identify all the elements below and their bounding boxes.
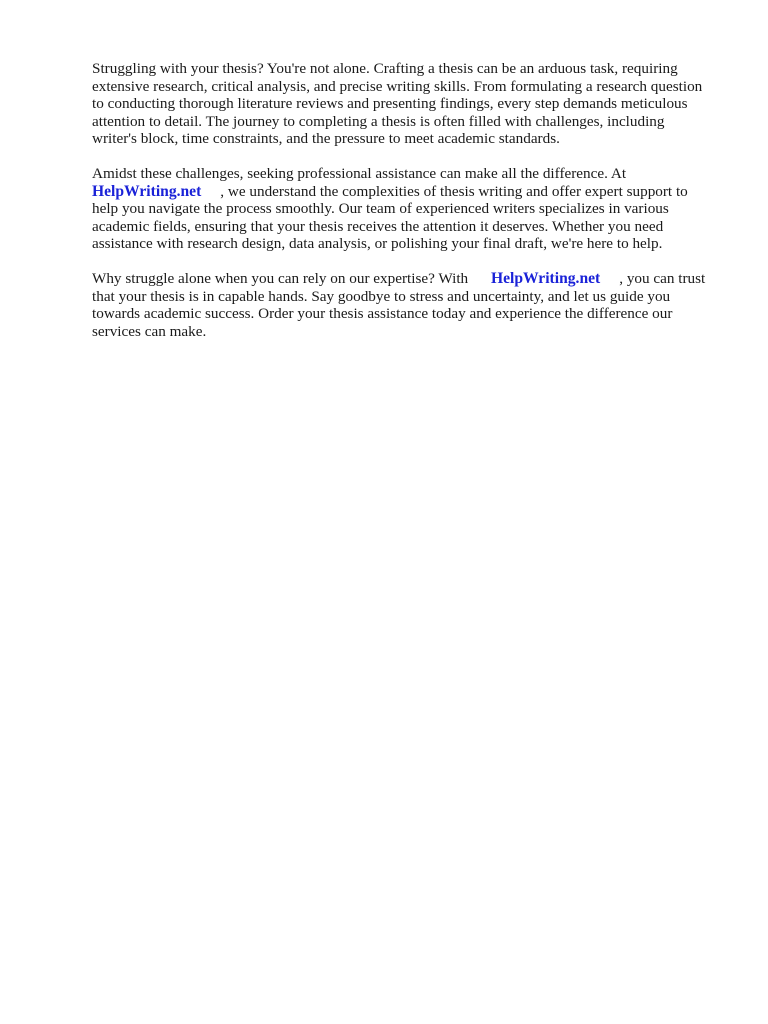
text-line: assistance with research design, data analysis, or polishing your final draft, we're here to help. — [92, 235, 663, 253]
paragraph-intro — [92, 60, 722, 148]
text-line: that your thesis is in capable hands. Say goodbye to stress and uncertainty, and let us guide you — [92, 287, 671, 305]
helpwriting-link[interactable]: HelpWriting.net — [490, 269, 601, 287]
text-fragment: , we understand the complexities of thesis writing and offer expert support to — [201, 182, 688, 200]
text-line: attention to detail. The journey to completing a thesis is often filled with challenges, including — [92, 112, 665, 130]
text-line: Struggling with your thesis? You're not alone. Crafting a thesis can be an arduous task, requiring — [92, 60, 678, 77]
paragraph-closing — [92, 270, 722, 340]
text-line: extensive research, critical analysis, and precise writing skills. From formulating a research question — [92, 77, 703, 95]
text-line: help you navigate the process smoothly. Our team of experienced writers specializes in various — [92, 200, 669, 218]
helpwriting-link[interactable]: HelpWriting.net — [92, 182, 202, 200]
text-fragment: , you can trust — [600, 269, 706, 287]
text-line: Amidst these challenges, seeking professional assistance can make all the difference. At — [92, 164, 627, 182]
text-line-with-link — [92, 183, 722, 201]
text-line: services can make. — [92, 322, 207, 340]
text-line: writer's block, time constraints, and the pressure to meet academic standards. — [92, 130, 560, 148]
text-fragment: Why struggle alone when you can rely on our expertise? With — [92, 269, 491, 287]
document-page — [92, 60, 722, 357]
text-line: academic fields, ensuring that your thesis receives the attention it deserves. Whether you need — [92, 217, 664, 235]
paragraph-assistance — [92, 165, 722, 253]
text-line: to conducting thorough literature reviews and presenting findings, every step demands meticulous — [92, 95, 688, 113]
text-line: towards academic success. Order your thesis assistance today and experience the difference our — [92, 305, 673, 323]
text-line-with-link — [92, 270, 722, 288]
